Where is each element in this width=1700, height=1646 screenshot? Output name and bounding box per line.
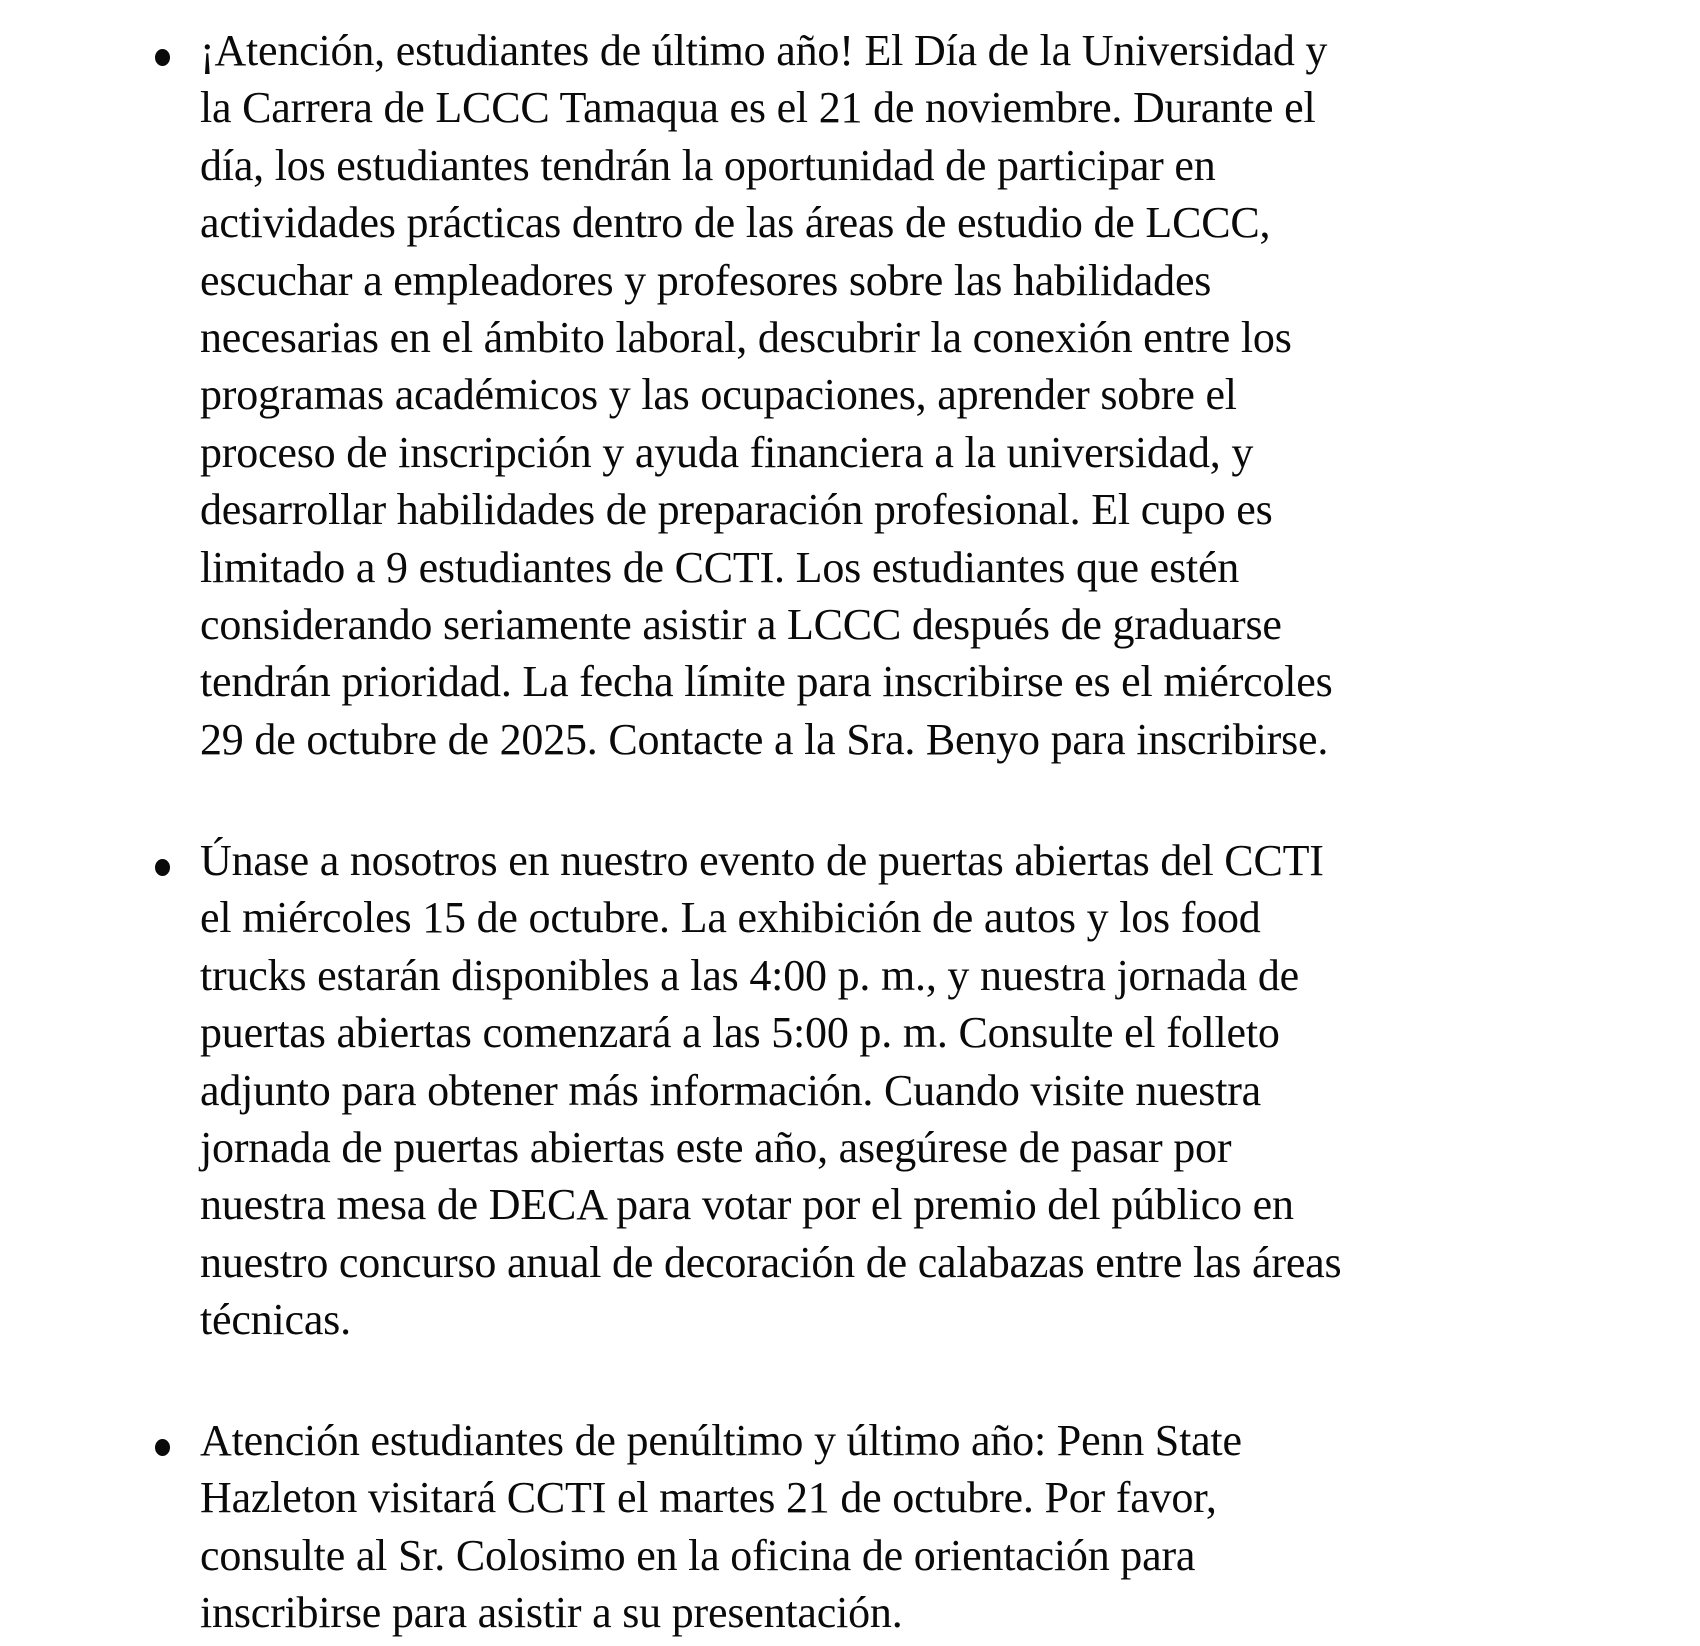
text-line: programas académicos y las ocupaciones, aprender sobre el xyxy=(200,370,1237,420)
bullet-icon xyxy=(155,859,170,876)
text-line: proceso de inscripción y ayuda financiera a la universidad, y xyxy=(200,427,1254,477)
text-line: consulte al Sr. Colosimo en la oficina de orientación para xyxy=(200,1530,1196,1580)
text-line: puertas abiertas comenzará a las 5:00 p. m. Consulte el folleto xyxy=(200,1008,1280,1058)
bullet-paragraph xyxy=(200,1412,1630,1642)
bullet-icon xyxy=(155,1439,170,1456)
text-line: la Carrera de LCCC Tamaqua es el 21 de noviembre. Durante el xyxy=(200,83,1316,133)
text-line: limitado a 9 estudiantes de CCTI. Los estudiantes que estén xyxy=(200,542,1240,592)
text-line: adjunto para obtener más información. Cuando visite nuestra xyxy=(200,1065,1262,1115)
bullet-paragraph xyxy=(200,22,1630,768)
text-line: jornada de puertas abiertas este año, asegúrese de pasar por xyxy=(200,1123,1232,1173)
text-line: trucks estarán disponibles a las 4:00 p. m., y nuestra jornada de xyxy=(200,950,1299,1000)
text-line: técnicas. xyxy=(200,1295,351,1345)
text-line: desarrollar habilidades de preparación profesional. El cupo es xyxy=(200,485,1273,535)
text-line: nuestro concurso anual de decoración de calabazas entre las áreas xyxy=(200,1237,1342,1287)
text-line: tendrán prioridad. La fecha límite para inscribirse es el miércoles xyxy=(200,657,1333,707)
text-line: Atención estudiantes de penúltimo y último año: Penn State xyxy=(200,1416,1242,1465)
bullet-paragraph xyxy=(200,832,1630,1349)
bullet-icon xyxy=(155,49,170,66)
text-line: día, los estudiantes tendrán la oportunidad de participar en xyxy=(200,140,1216,190)
text-line: nuestra mesa de DECA para votar por el premio del público en xyxy=(200,1180,1294,1230)
text-line: ¡Atención, estudiantes de último año! El Día de la Universidad y xyxy=(200,26,1328,75)
text-line: 29 de octubre de 2025. Contacte a la Sra. Benyo para inscribirse. xyxy=(200,714,1329,764)
text-line: necesarias en el ámbito laboral, descubrir la conexión entre los xyxy=(200,313,1292,363)
text-line: considerando seriamente asistir a LCCC después de graduarse xyxy=(200,600,1282,650)
text-line: el miércoles 15 de octubre. La exhibición de autos y los food xyxy=(200,893,1261,943)
text-line: Únase a nosotros en nuestro evento de puertas abiertas del CCTI xyxy=(200,836,1324,885)
text-line: inscribirse para asistir a su presentación. xyxy=(200,1588,903,1638)
text-line: Hazleton visitará CCTI el martes 21 de octubre. Por favor, xyxy=(200,1473,1217,1523)
text-line: actividades prácticas dentro de las áreas de estudio de LCCC, xyxy=(200,198,1271,248)
text-line: escuchar a empleadores y profesores sobre las habilidades xyxy=(200,255,1212,305)
